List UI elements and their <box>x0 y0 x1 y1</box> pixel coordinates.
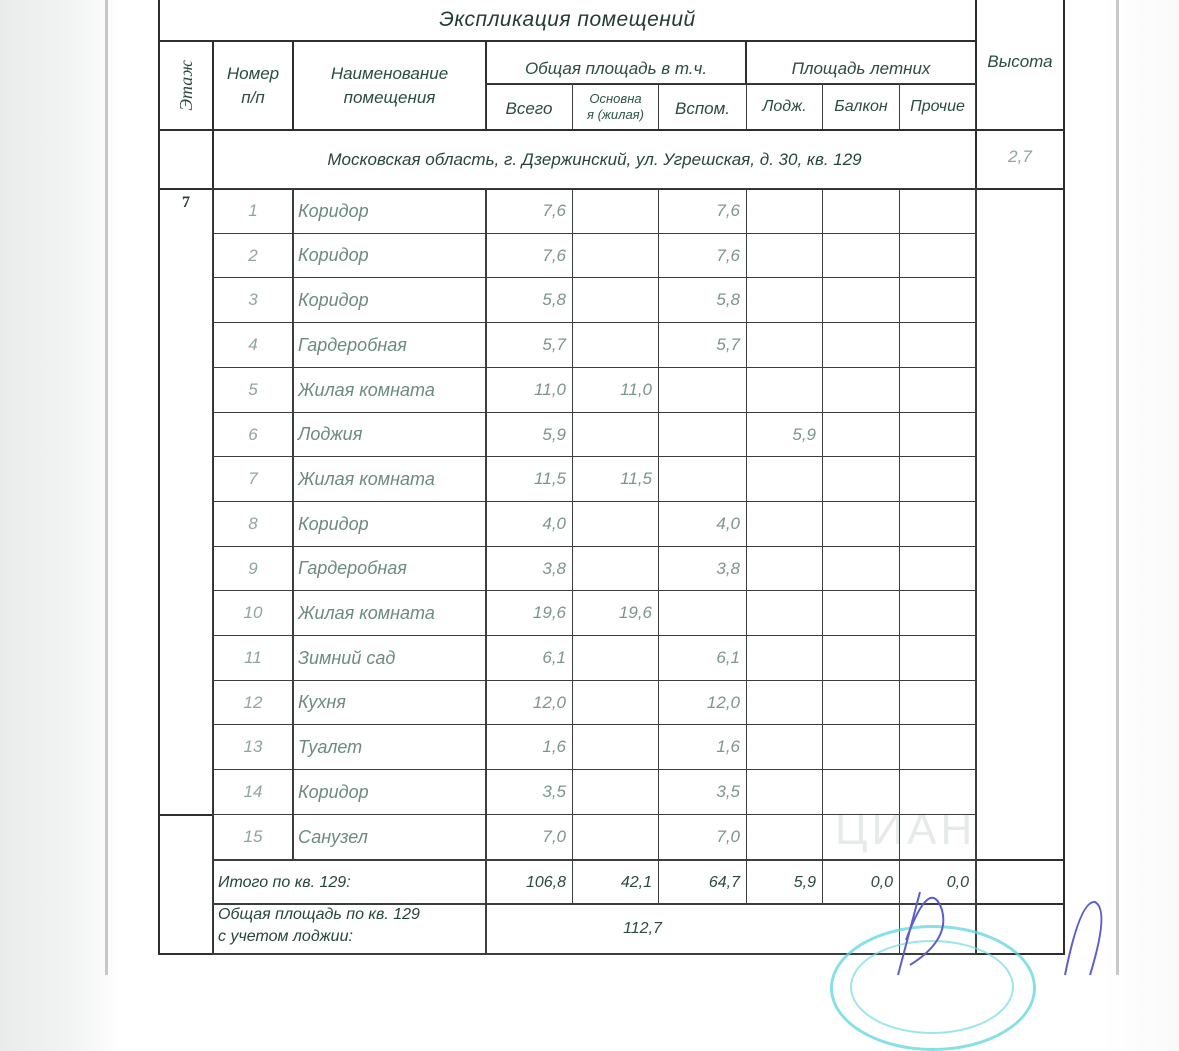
room-balcony <box>822 680 900 725</box>
room-name: Гардеробная <box>292 322 487 368</box>
room-loggia <box>746 501 823 547</box>
grand-total-label <box>212 903 487 955</box>
header-name <box>292 40 487 131</box>
room-name: Гардеробная <box>292 546 487 591</box>
room-total: 3,5 <box>485 769 573 815</box>
room-number: 15 <box>212 814 294 860</box>
room-number: 7 <box>212 456 294 502</box>
room-loggia <box>746 724 823 770</box>
room-name: Коридор <box>292 188 487 234</box>
room-other <box>899 724 977 770</box>
room-loggia <box>746 322 823 368</box>
room-aux: 7,6 <box>658 188 747 234</box>
room-aux: 6,1 <box>658 635 747 681</box>
room-other <box>899 590 977 636</box>
totals-other: 0,0 <box>899 859 977 905</box>
grand-total-label-line2: с учетом лоджии: <box>218 928 353 945</box>
room-total: 4,0 <box>485 501 573 547</box>
ceiling-height: 2,7 <box>975 129 1065 190</box>
page-edge-right <box>1116 0 1119 975</box>
totals-main: 42,1 <box>572 859 659 905</box>
header-number-line2: п/п <box>241 88 265 107</box>
totals-loggia: 5,9 <box>746 859 823 905</box>
room-balcony <box>822 277 900 323</box>
room-total: 7,6 <box>485 188 573 234</box>
room-total: 19,6 <box>485 590 573 636</box>
room-other <box>899 814 977 860</box>
header-summer-group: Площадь летних <box>745 40 977 85</box>
room-name: Коридор <box>292 277 487 323</box>
address: Московская область, г. Дзержинский, ул. Угрешская, д. 30, кв. 129 <box>212 129 977 190</box>
room-total: 5,7 <box>485 322 573 368</box>
room-loggia <box>746 277 823 323</box>
room-number: 12 <box>212 680 294 725</box>
room-other <box>899 635 977 681</box>
room-loggia <box>746 367 823 413</box>
table-title: Экспликация помещений <box>158 0 977 42</box>
room-total: 12,0 <box>485 680 573 725</box>
header-name-line2: помещения <box>343 88 436 107</box>
floor-cell-lower <box>158 814 214 955</box>
room-main <box>572 769 659 815</box>
room-number: 5 <box>212 367 294 413</box>
room-other <box>899 501 977 547</box>
room-loggia <box>746 590 823 636</box>
room-number: 6 <box>212 412 294 457</box>
room-loggia <box>746 769 823 815</box>
room-aux <box>658 412 747 457</box>
room-name: Туалет <box>292 724 487 770</box>
room-other <box>899 546 977 591</box>
room-aux: 5,7 <box>658 322 747 368</box>
room-loggia <box>746 546 823 591</box>
header-height <box>975 0 1065 131</box>
floor-number: 7 <box>158 188 214 816</box>
room-total: 1,6 <box>485 724 573 770</box>
header-number <box>212 40 294 131</box>
room-balcony <box>822 322 900 368</box>
header-total-area-group: Общая площадь в т.ч. <box>485 40 747 85</box>
room-name: Лоджия <box>292 412 487 457</box>
room-balcony <box>822 367 900 413</box>
room-name: Коридор <box>292 233 487 278</box>
room-aux: 5,8 <box>658 277 747 323</box>
grand-total-value: 112,7 <box>485 903 900 955</box>
room-main <box>572 680 659 725</box>
room-loggia: 5,9 <box>746 412 823 457</box>
room-balcony <box>822 233 900 278</box>
room-aux: 3,8 <box>658 546 747 591</box>
header-total: Всего <box>485 83 573 131</box>
room-main <box>572 724 659 770</box>
totals-label: Итого по кв. 129: <box>212 859 487 905</box>
room-balcony <box>822 188 900 234</box>
room-other <box>899 188 977 234</box>
room-number: 11 <box>212 635 294 681</box>
room-total: 3,8 <box>485 546 573 591</box>
room-number: 2 <box>212 233 294 278</box>
room-other <box>899 456 977 502</box>
room-number: 8 <box>212 501 294 547</box>
room-balcony <box>822 724 900 770</box>
room-total: 11,5 <box>485 456 573 502</box>
room-balcony <box>822 412 900 457</box>
page-edge-left <box>105 0 108 975</box>
room-balcony <box>822 546 900 591</box>
header-number-line1: Номер <box>226 64 280 83</box>
room-main: 11,5 <box>572 456 659 502</box>
totals-balcony: 0,0 <box>822 859 900 905</box>
room-balcony <box>822 769 900 815</box>
room-aux <box>658 456 747 502</box>
room-balcony <box>822 501 900 547</box>
room-number: 1 <box>212 188 294 234</box>
room-main <box>572 322 659 368</box>
room-other <box>899 322 977 368</box>
room-balcony <box>822 456 900 502</box>
room-loggia <box>746 680 823 725</box>
header-floor-label: Этаж <box>175 60 196 111</box>
room-aux: 4,0 <box>658 501 747 547</box>
room-name: Санузел <box>292 814 487 860</box>
room-main <box>572 233 659 278</box>
room-other <box>899 412 977 457</box>
room-main: 11,0 <box>572 367 659 413</box>
header-name-line1: Наименование <box>330 64 449 83</box>
room-name: Коридор <box>292 769 487 815</box>
header-main-line1: Основна <box>589 91 642 106</box>
room-number: 10 <box>212 590 294 636</box>
room-balcony <box>822 635 900 681</box>
room-number: 9 <box>212 546 294 591</box>
room-main <box>572 814 659 860</box>
room-main <box>572 546 659 591</box>
room-other <box>899 233 977 278</box>
header-balcony: Балкон <box>822 83 900 131</box>
grand-total-label-line1: Общая площадь по кв. 129 <box>218 906 420 923</box>
room-total: 5,8 <box>485 277 573 323</box>
room-aux: 1,6 <box>658 724 747 770</box>
room-other <box>899 769 977 815</box>
room-aux <box>658 367 747 413</box>
header-main <box>572 83 659 131</box>
room-main <box>572 277 659 323</box>
room-name: Кухня <box>292 680 487 725</box>
room-main <box>572 412 659 457</box>
room-number: 3 <box>212 277 294 323</box>
room-loggia <box>746 456 823 502</box>
totals-aux: 64,7 <box>658 859 747 905</box>
room-name: Жилая комната <box>292 456 487 502</box>
room-total: 11,0 <box>485 367 573 413</box>
room-other <box>899 680 977 725</box>
room-name: Зимний сад <box>292 635 487 681</box>
room-total: 5,9 <box>485 412 573 457</box>
room-main <box>572 635 659 681</box>
header-floor <box>158 40 214 131</box>
address-floor-cell <box>158 129 214 190</box>
header-other: Прочие <box>899 83 976 131</box>
room-aux: 3,5 <box>658 769 747 815</box>
room-aux: 7,0 <box>658 814 747 860</box>
room-number: 4 <box>212 322 294 368</box>
room-balcony <box>822 814 900 860</box>
room-aux <box>658 590 747 636</box>
header-loggia: Лодж. <box>746 83 823 131</box>
room-number: 14 <box>212 769 294 815</box>
room-loggia <box>746 635 823 681</box>
room-number: 13 <box>212 724 294 770</box>
header-main-line2: я (жилая) <box>587 107 644 122</box>
room-total: 6,1 <box>485 635 573 681</box>
room-total: 7,6 <box>485 233 573 278</box>
room-loggia <box>746 188 823 234</box>
room-aux: 7,6 <box>658 233 747 278</box>
room-other <box>899 277 977 323</box>
room-main: 19,6 <box>572 590 659 636</box>
room-loggia <box>746 814 823 860</box>
height-column-body <box>975 188 1065 861</box>
room-loggia <box>746 233 823 278</box>
room-total: 7,0 <box>485 814 573 860</box>
room-balcony <box>822 590 900 636</box>
room-name: Жилая комната <box>292 367 487 413</box>
watermark: ЦИАН <box>835 805 977 854</box>
room-name: Коридор <box>292 501 487 547</box>
room-main <box>572 501 659 547</box>
header-height-label: Высота <box>987 52 1053 71</box>
explication-table <box>158 0 1065 955</box>
signature-icon <box>880 880 1120 975</box>
room-main <box>572 188 659 234</box>
room-other <box>899 367 977 413</box>
totals-total: 106,8 <box>485 859 573 905</box>
room-aux: 12,0 <box>658 680 747 725</box>
room-name: Жилая комната <box>292 590 487 636</box>
header-aux: Вспом. <box>658 83 747 131</box>
